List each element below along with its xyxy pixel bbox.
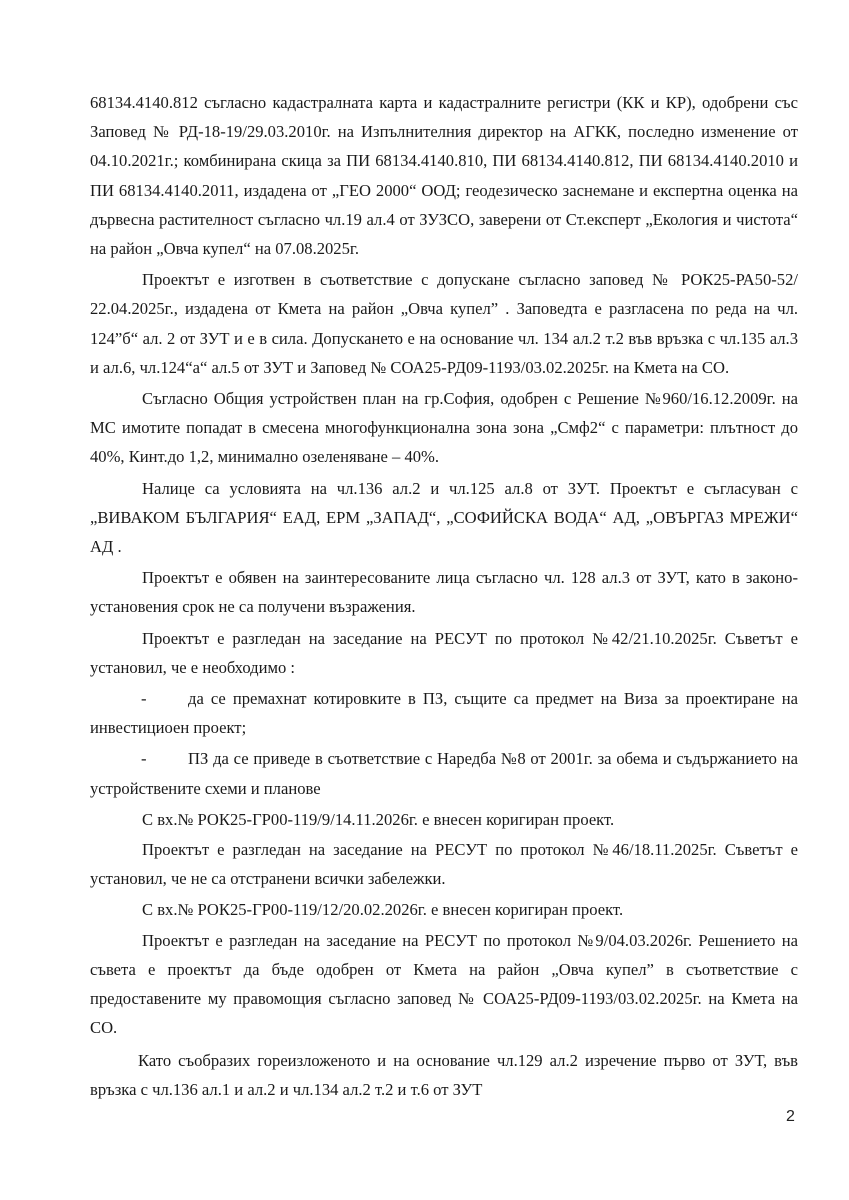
- page-number: 2: [786, 1108, 795, 1125]
- bullet-text: ПЗ да се приведе в съответствие с Наредба №8 от 2001г. за обема и съдържанието на устройствените схеми и планове: [90, 749, 798, 798]
- paragraph-approvals: Налице са условията на чл.136 ал.2 и чл.125 ал.8 от ЗУТ. Проектът е съгласуван с „ВИВАКОМ БЪЛГАРИЯ“ ЕАД, ЕРМ „ЗАПАД“, „СОФИЙСКА ВОДА“ АД, „ОВЪРГАЗ МРЕЖИ“ АД .: [90, 478, 798, 557]
- bullet-dash: -: [141, 689, 147, 709]
- bullet-dash: -: [141, 749, 147, 769]
- paragraph-general-plan: Съгласно Общия устройствен план на гр.София, одобрен с Решение №960/16.12.2009г. на МС имотите попадат в смесена многофункционална зона зона „Смф2“ с параметри: плътност до 40%, Кинт.до 1,2, минимално озеленяване – 40%.: [90, 389, 798, 467]
- paragraph-corrected-submission-2: С вх.№ РОК25-ГР00-119/12/20.02.2026г. е внесен коригиран проект.: [142, 900, 624, 920]
- paragraph-resut-42: Проектът е разгледан на заседание на РЕСУТ по протокол №42/21.10.2025г. Съветът е установил, че е необходимо :: [90, 628, 798, 677]
- paragraph-project-admission: Проектът е изготвен в съответствие с допускане съгласно заповед № РОК25-РА50-52/ 22.04.2025г., издадена от Кмета на район „Овча купел” . Заповедта е разгласена по реда на чл. 124”б“ ал. 2 от ЗУТ и е в сила. Допускането е на основание чл. 134 ал.2 т.2 във връзка с чл.135 ал.3 и ал.6, чл.124“а“ ал.5 от ЗУТ и Заповед № СОА25-РД09-1193/03.02.2025г. на Кмета на СО.: [90, 270, 798, 377]
- paragraph-cadastral-documents: 68134.4140.812 съгласно кадастралната карта и кадастралните регистри (КК и КР), одобрени със Заповед № РД-18-19/29.03.2010г. на Изпълнителния директор на АГКК, последно изменение от 04.10.2021г.; комбинирана скица за ПИ 68134.4140.810, ПИ 68134.4140.812, ПИ 68134.4140.2010 и ПИ 68134.4140.2011, издадена от „ГЕО 2000“ ООД; геодезическо заснемане и експертна оценка на дървесна растителност съгласно чл.19 ал.4 от ЗУЗСО, заверени от Ст.експерт „Екология и чистота“ на район „Овча купел“ на 07.08.2025г.: [90, 93, 798, 259]
- bullet-item-regulation-8: [90, 744, 798, 802]
- paragraph-resut-9-decision: Проектът е разгледан на заседание на РЕСУТ по протокол №9/04.03.2026г. Решението на съвета е проектът да бъде одобрен от Кмета на район „Овча купел” в съответствие с предоставените му правомощия съгласно заповед № СОА25-РД09-1193/03.02.2025г. на Кмета на СО.: [90, 930, 798, 1038]
- paragraph-legal-basis: Като съобразих гореизложеното и на основание чл.129 ал.2 изречение първо от ЗУТ, във връзка с чл.136 ал.1 и ал.2 и чл.134 ал.2 т.2 и т.6 от ЗУТ: [90, 1050, 798, 1099]
- bullet-item-remove-dimensions: [90, 684, 798, 742]
- paragraph-announcement: Проектът е обявен на заинтересованите лица съгласно чл. 128 ал.3 от ЗУТ, като в законо-установения срок не са получени възражения.: [90, 568, 798, 617]
- bullet-text: да се премахнат котировките в ПЗ, същите са предмет на Виза за проектиране на инвестициоен проект;: [90, 689, 798, 738]
- document-body: [90, 88, 798, 1106]
- paragraph-resut-46: Проектът е разгледан на заседание на РЕСУТ по протокол №46/18.11.2025г. Съветът е установил, че не са отстранени всички забележки.: [90, 840, 798, 889]
- paragraph-corrected-submission-1: С вх.№ РОК25-ГР00-119/9/14.11.2026г. е внесен коригиран проект.: [142, 809, 615, 829]
